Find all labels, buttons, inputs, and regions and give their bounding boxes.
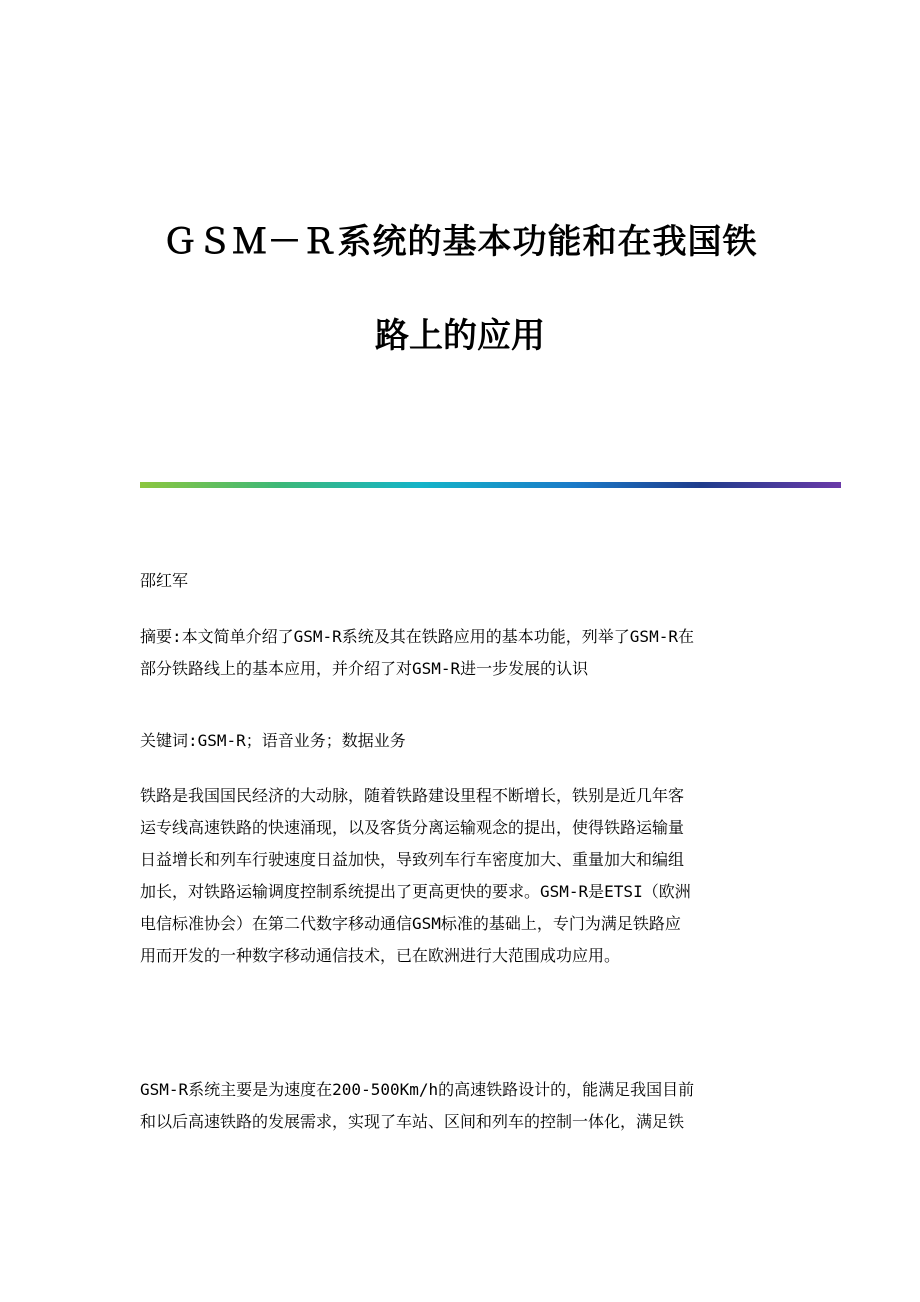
paragraph-line: 铁路是我国国民经济的大动脉，随着铁路建设里程不断增长，铁别是近几年客 [140, 786, 685, 805]
abstract [140, 621, 780, 685]
paragraph-line: 运专线高速铁路的快速涌现，以及客货分离运输观念的提出，使得铁路运输量 [140, 818, 685, 837]
paragraph-line: 和以后高速铁路的发展需求，实现了车站、区间和列车的控制一体化，满足铁 [140, 1112, 685, 1131]
document-title-line-1: ＧＳＭ－Ｒ系统的基本功能和在我国铁 [162, 222, 758, 262]
document-title-line-2: 路上的应用 [375, 316, 545, 356]
abstract-line: 摘要:本文简单介绍了GSM-R系统及其在铁路应用的基本功能，列举了GSM-R在 [140, 627, 694, 646]
gradient-divider [140, 482, 841, 488]
author-name: 邵红军 [140, 571, 189, 590]
paragraph-line: GSM-R系统主要是为速度在200-500Km/h的高速铁路设计的，能满足我国目前 [140, 1080, 695, 1099]
body-paragraph-1 [140, 780, 780, 972]
body-paragraph-2 [140, 1074, 780, 1138]
abstract-line: 部分铁路线上的基本应用，并介绍了对GSM-R进一步发展的认识 [140, 659, 589, 678]
paragraph-line: 加长，对铁路运输调度控制系统提出了更高更快的要求。GSM-R是ETSI（欧洲 [140, 882, 691, 901]
keywords: 关键词:GSM-R；语音业务；数据业务 [140, 731, 406, 750]
paragraph-line: 日益增长和列车行驶速度日益加快，导致列车行车密度加大、重量加大和编组 [140, 850, 685, 869]
paragraph-line: 用而开发的一种数字移动通信技术，已在欧洲进行大范围成功应用。 [140, 946, 621, 965]
paragraph-line: 电信标准协会）在第二代数字移动通信GSM标准的基础上，专门为满足铁路应 [140, 914, 681, 933]
